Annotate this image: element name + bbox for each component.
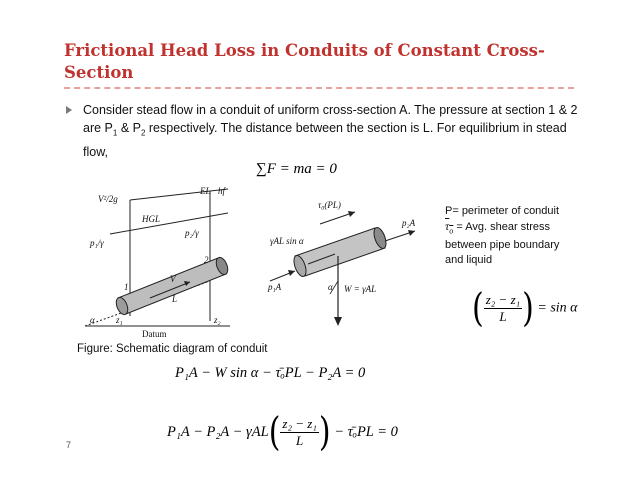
slide-title: Frictional Head Loss in Conduits of Constant Cross-Section <box>64 41 545 82</box>
conduit-schematic <box>80 186 440 341</box>
note-line-liquid: and liquid <box>445 254 493 267</box>
label-p2g: p₂/γ <box>185 228 199 238</box>
label-v2g: V²/2g <box>98 194 118 204</box>
label-hgl: HGL <box>142 214 161 224</box>
label-tau: τ₀(PL) <box>318 200 341 210</box>
bullet-sub-1: 1 <box>112 128 118 138</box>
equilibrium-equation: ∑F = ma = 0 <box>256 161 337 177</box>
sin-eq-denominator: L <box>499 309 507 324</box>
eq2-denominator: L <box>296 433 304 448</box>
note-line-boundary: between pipe boundary <box>445 239 560 252</box>
label-p1a: p₁A <box>268 282 282 292</box>
label-section-2: 2 <box>204 255 209 265</box>
sin-eq-rhs: = sin α <box>537 300 578 316</box>
bullet-text-2: & P <box>117 121 141 135</box>
label-datum: Datum <box>142 329 167 339</box>
label-gal-sin: γAL sin α <box>270 236 304 246</box>
label-velocity: V <box>170 274 176 284</box>
bullet-arrow-icon <box>66 106 72 114</box>
bullet-text-1: Consider stead flow in a conduit of uniform cross-section A. The pressure at section 1 & 2 are P <box>83 103 578 135</box>
figure-caption: Figure: Schematic diagram of conduit <box>77 343 268 355</box>
note-line-perimeter: P= perimeter of conduit <box>445 205 560 217</box>
tau-symbol: $\tau_o$ <box>445 219 454 236</box>
label-alpha-2: α <box>328 282 333 292</box>
label-p1g: p₁/γ <box>90 238 104 248</box>
label-length: L <box>172 294 178 304</box>
label-el: EL <box>200 186 211 196</box>
title-divider <box>64 87 574 89</box>
label-p2a: p₂A <box>402 218 416 228</box>
bullet-text-3: respectively. The distance between the section is L. For equilibrium in stead flow, <box>83 121 567 159</box>
force-balance-equation: P₁A − W sin α − τ̄ₒPL − P₂A = 0 <box>175 365 366 381</box>
eq2-numerator: z₂ − z₁ <box>282 416 317 431</box>
sin-alpha-equation: ( $\frac{\text{z₂ − z₁}}{L}$ ) = sin α <box>472 285 578 332</box>
note-line-shear: $\tau_o$ = Avg. shear stress <box>445 219 551 236</box>
label-section-1: 1 <box>124 282 129 292</box>
label-weight: W = γAL <box>344 284 377 294</box>
eq2-rhs: − τ̄ₒPL = 0 <box>334 423 398 440</box>
label-z1: z₁ <box>116 315 123 325</box>
eq2-lhs: P₁A − P₂A − γAL <box>167 423 269 440</box>
sin-eq-numerator: z₂ − z₁ <box>485 292 521 307</box>
label-z2: z₂ <box>214 315 221 325</box>
page-number: 7 <box>66 440 72 450</box>
definitions-note <box>445 204 625 268</box>
substituted-equation: P₁A − P₂A − γAL( $\frac{\text{z₂ − z₁}}{L}$ ) − τ̄ₒPL = 0 <box>167 409 398 456</box>
bullet-sub-2: 2 <box>140 128 146 138</box>
bullet-paragraph <box>83 101 583 161</box>
label-alpha: α <box>90 315 95 325</box>
label-hf: hf <box>218 186 226 196</box>
